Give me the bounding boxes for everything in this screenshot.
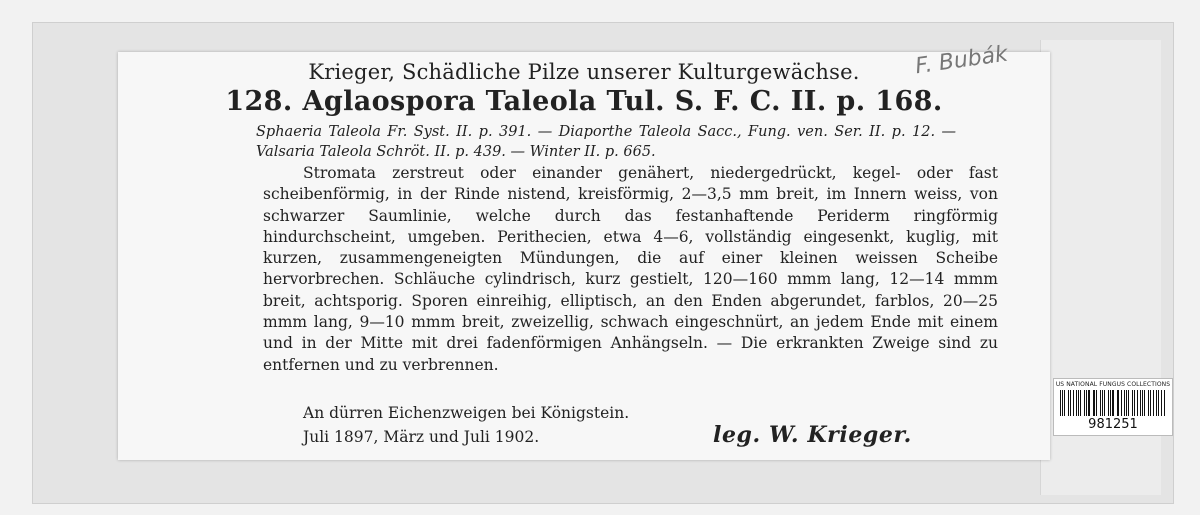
description-block (263, 163, 998, 376)
barcode-bars (1060, 390, 1166, 416)
collection-dates: Juli 1897, März und Juli 1902. (303, 428, 540, 446)
locality-text: An dürren Eichenzweigen bei Königstein. (303, 404, 630, 422)
barcode-bar (1128, 390, 1129, 416)
barcode-bar (1084, 390, 1085, 416)
species-title: 128. Aglaospora Taleola Tul. S. F. C. II. p. 168. (225, 86, 943, 117)
specimen-label (118, 52, 1050, 460)
barcode-bar (1144, 390, 1145, 416)
barcode-collection-name: US NATIONAL FUNGUS COLLECTIONS (1055, 381, 1171, 388)
handwritten-annotation: F. Bubák (913, 41, 1010, 80)
barcode-bar (1088, 390, 1089, 416)
barcode-bar (1080, 390, 1081, 416)
barcode-label (1053, 378, 1173, 436)
barcode-bar (1132, 390, 1133, 416)
barcode-bar (1108, 390, 1109, 416)
collector-name: leg. W. Krieger. (713, 422, 912, 448)
barcode-bar (1164, 390, 1165, 416)
barcode-bar (1150, 390, 1151, 416)
barcode-bar (1096, 390, 1097, 416)
barcode-bar (1068, 390, 1069, 416)
barcode-number: 981251 (1088, 417, 1138, 432)
barcode-bar (1070, 390, 1071, 416)
barcode-bar (1158, 390, 1159, 416)
barcode-bar (1104, 390, 1105, 416)
barcode-bar (1112, 390, 1113, 416)
barcode-bar (1118, 390, 1119, 416)
synonyms-text: Sphaeria Taleola Fr. Syst. II. p. 391. — Diaporthe Taleola Sacc., Fung. ven. Ser. II. p. 12. — Valsaria Taleola Schröt. II. p. 439. — Winter II. p. 665. (256, 124, 956, 160)
barcode-bar (1137, 390, 1138, 416)
barcode-bar (1060, 390, 1061, 416)
label-header: Krieger, Schädliche Pilze unserer Kulturgewächse. (308, 60, 860, 84)
description-text: Stromata zerstreut oder einander genähert, niedergedrückt, kegel- oder fast scheibenförmig, in der Rinde nistend, kreisförmig, 2—3,5 mm breit, im Innern weiss, von schwarzer Saumlinie, welche durch das festanhaftende Periderm ringförmig hindurchscheint, umgeben. Perithecien, etwa 4—6, vollständig eingesenkt, kuglig, mit kurzen, zusammengeneigten Mündungen, die auf einer kleinen weissen Scheibe hervorbrechen. Schläuche cylindrisch, kurz gestielt, 120—160 mmm lang, 12—14 mmm breit, achtsporig. Sporen einreihig, elliptisch, an den Enden abgerundet, farblos, 20—25 mmm lang, 9—10 mmm breit, zweizellig, schwach eingeschnürt, an jedem Ende mit einem und in der Mitte mit drei fadenförmigen Anhängseln. — Die erkrankten Zweige sind zu entfernen und zu verbrennen. (263, 164, 998, 374)
